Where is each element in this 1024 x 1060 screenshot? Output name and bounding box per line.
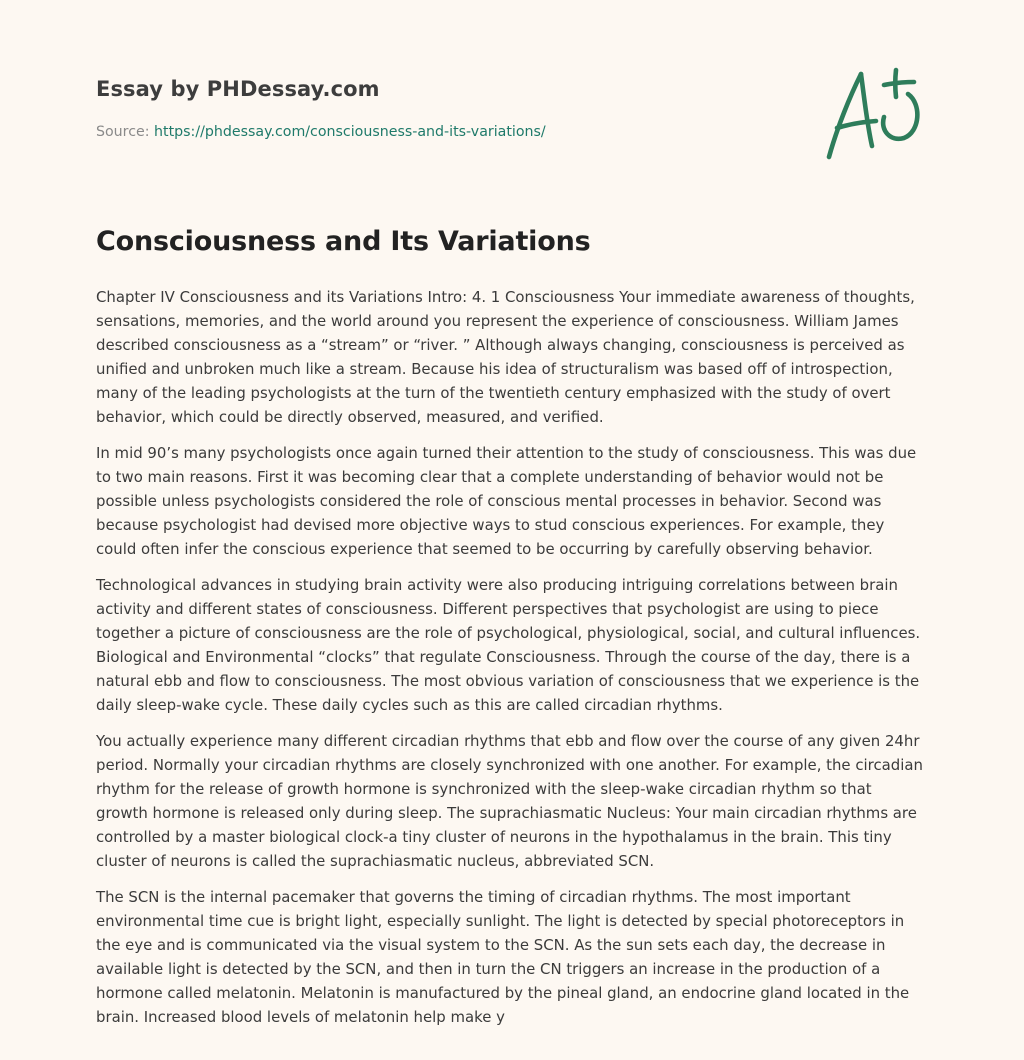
essay-paragraph: Technological advances in studying brain activity were also producing intriguing correlations between brain activity and different states of consciousness. Different perspectives that psychologist are using to piece together a picture of consciousness are the role of psychological, physiological, social, and cultural influences. Biological and Environmental “clocks” that regulate Consciousness. Through the course of the day, there is a natural ebb and flow to consciousness. The most obvious variation of consciousness that we experience is the daily sleep-wake cycle. These daily cycles such as this are called circadian rhythms. bbox=[96, 576, 921, 714]
essay-page bbox=[96, 0, 928, 1060]
essay-paragraph: Chapter IV Consciousness and its Variations Intro: 4. 1 Consciousness Your immediate awareness of thoughts, sensations, memories, and the world around you represent the experience of consciousness. William James described consciousness as a “stream” or “river. ” Although always changing, consciousness is perceived as unified and unbroken much like a stream. Because his idea of structuralism was based off of introspection, many of the leading psychologists at the turn of the twentieth century emphasized with the study of overt behavior, which could be directly observed, measured, and verified. bbox=[96, 288, 915, 426]
source-label: Source: bbox=[96, 124, 155, 140]
source-link[interactable]: https://phdessay.com/consciousness-and-its-variations/ bbox=[154, 124, 546, 140]
essay-body bbox=[96, 285, 928, 1041]
essay-paragraph: In mid 90’s many psychologists once again turned their attention to the study of consciousness. This was due to two main reasons. First it was becoming clear that a complete understanding of behavior would not be possible unless psychologists considered the role of conscious mental processes in behavior. Second was because psychologist had devised more objective ways to stud conscious experiences. For example, they could often infer the conscious experience that seemed to be occurring by carefully observing behavior. bbox=[96, 444, 917, 558]
site-brand: Essay by PHDessay.com bbox=[96, 77, 380, 101]
page-title: Consciousness and Its Variations bbox=[96, 226, 591, 257]
essay-paragraph: You actually experience many different circadian rhythms that ebb and flow over the course of any given 24hr period. Normally your circadian rhythms are closely synchronized with one another. For example, the circadian rhythm for the release of growth hormone is synchronized with the sleep-wake circadian rhythm so that growth hormone is released only during sleep. The suprachiasmatic Nucleus: Your main circadian rhythms are controlled by a master biological clock-a tiny cluster of neurons in the hypothalamus in the brain. This tiny cluster of neurons is called the suprachiasmatic nucleus, abbreviated SCN. bbox=[96, 732, 923, 870]
source-line bbox=[96, 124, 546, 140]
essay-paragraph: The SCN is the internal pacemaker that governs the timing of circadian rhythms. The most important environmental time cue is bright light, especially sunlight. The light is detected by special photoreceptors in the eye and is communicated via the visual system to the SCN. As the sun sets each day, the decrease in available light is detected by the SCN, and then in turn the CN triggers an increase in the production of a hormone called melatonin. Melatonin is manufactured by the pineal gland, an endocrine gland located in the brain. Increased blood levels of melatonin help make y bbox=[96, 888, 910, 1026]
a-plus-logo-icon bbox=[824, 66, 926, 164]
